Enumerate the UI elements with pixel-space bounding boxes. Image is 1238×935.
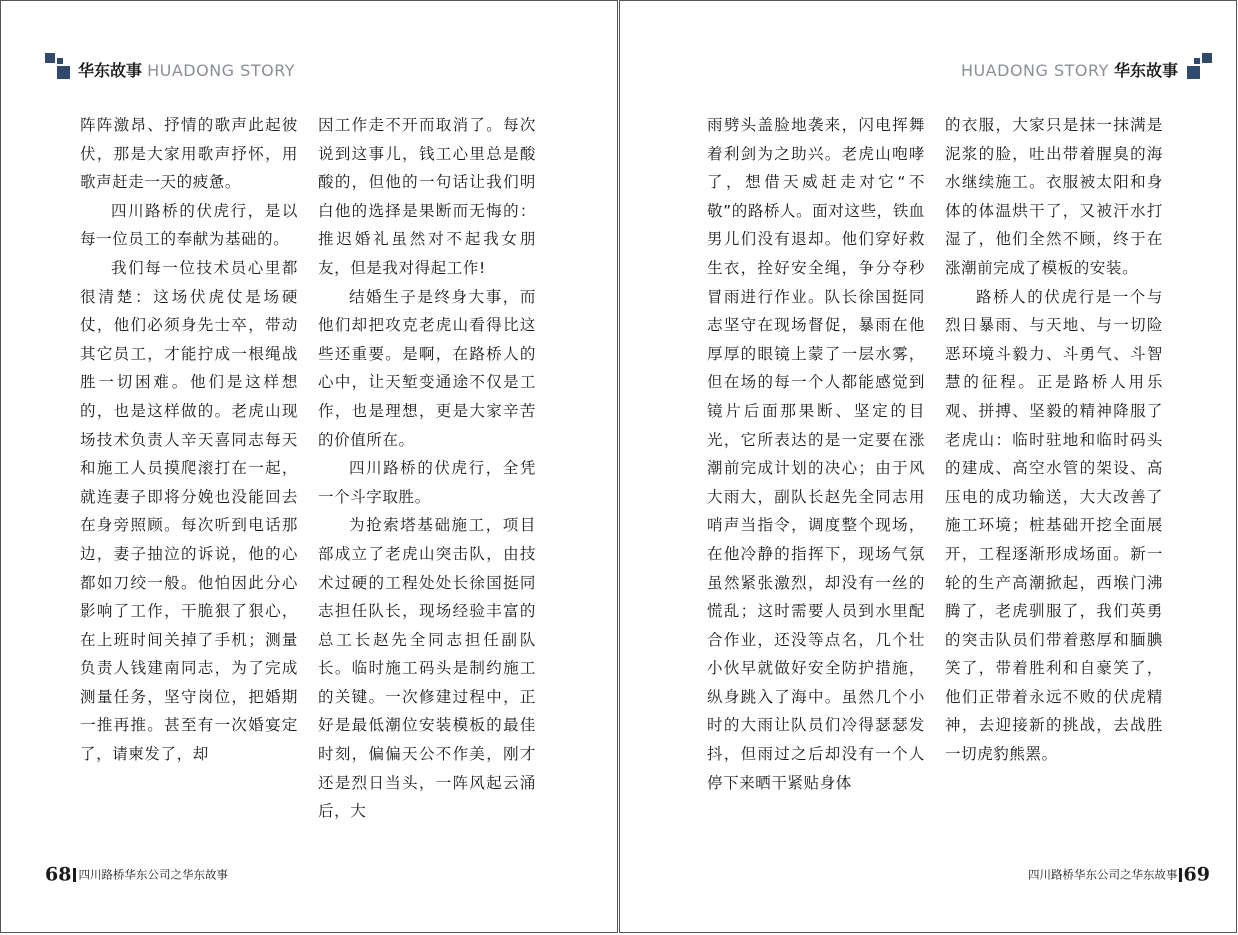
right-page: [619, 0, 1237, 933]
paragraph: 为抢索塔基础施工，项目部成立了老虎山突击队，由技术过硬的工程处处长徐国挺同志担任队长，现场经验丰富的总工长赵先全同志担任副队长。临时施工码头是制约施工的关键。一次修建过程中，正好是最低潮位安装模板的最佳时刻，偏偏天公不作美，刚才还是烈日当头，一阵风起云涌后，大: [318, 516, 536, 821]
left-column-2: [318, 111, 536, 826]
header-title-en: HUADONG STORY: [960, 61, 1109, 80]
left-footer: [45, 863, 228, 886]
paragraph: 四川路桥的伏虎行，全凭一个斗字取胜。: [318, 459, 536, 506]
right-column-1: [707, 111, 925, 797]
header-title-cn: 华东故事: [1113, 61, 1178, 80]
footer-publication: 四川路桥华东公司之华东故事: [78, 867, 228, 882]
brand-mosaic-logo: [1182, 53, 1212, 79]
paragraph: 结婚生子是终身大事，而他们却把攻克老虎山看得比这些还重要。是啊，在路桥人的心中，让天堑变通途不仅是工作，也是理想，更是大家辛苦的价值所在。: [318, 287, 536, 449]
right-footer: [1028, 863, 1210, 886]
paragraph: 因工作走不开而取消了。每次说到这事儿，钱工心里总是酸酸的，但他的一句话让我们明白他的选择是果断而无悔的：推迟婚礼虽然对不起我女朋友，但是我对得起工作!: [318, 116, 536, 277]
paragraph: 路桥人的伏虎行是一个与烈日暴雨、与天地、与一切险恶环境斗毅力、斗勇气、斗智慧的征程。正是路桥人用乐观、拼搏、坚毅的精神降服了老虎山：临时驻地和临时码头的建成、高空水管的架设、高压电的成功输送，大大改善了施工环境；桩基础开挖全面展开，工程逐渐形成场面。新一轮的生产高潮掀起，西堠门沸腾了，老虎驯服了，我们英勇的突击队员们带着憨厚和腼腆笑了，带着胜利和自豪笑了，他们正带着永远不败的伏虎精神，去迎接新的挑战，去战胜一切虎豹熊罴。: [945, 287, 1163, 764]
left-column-1: [80, 111, 298, 769]
paragraph: 的衣服，大家只是抹一抹满是泥浆的脸，吐出带着腥臭的海水继续施工。衣服被太阳和身体的体温烘干了，又被汗水打湿了，他们全然不顾，终于在涨潮前完成了模板的安装。: [945, 116, 1163, 277]
footer-divider: [73, 868, 76, 882]
footer-divider: [1179, 868, 1182, 882]
right-column-2: [945, 111, 1163, 769]
page-number: 69: [1183, 863, 1210, 886]
paragraph: 四川路桥的伏虎行，是以每一位员工的奉献为基础的。: [80, 201, 298, 249]
left-page: [0, 0, 618, 933]
paragraph: 雨劈头盖脸地袭来，闪电挥舞着利剑为之助兴。老虎山咆哮了，想借天威赶走对它“不敬”的路桥人。面对这些，铁血男儿们没有退却。他们穿好救生衣，拴好安全绳，争分夺秒冒雨进行作业。队长徐国挺同志坚守在现场督促，暴雨在他厚厚的眼镜上蒙了一层水雾，但在场的每一个人都能感觉到镜片后面那果断、坚定的目光，它所表达的是一定要在涨潮前完成计划的决心；由于风大雨大，副队长赵先全同志用哨声当指令，调度整个现场，在他冷静的指挥下，现场气氛虽然紧张激烈，却没有一丝的慌乱；这时需要人员到水里配合作业，还没等点名，几个壮小伙早就做好安全防护措施，纵身跳入了海中。虽然几个小时的大雨让队员们冷得瑟瑟发抖，但雨过之后却没有一个人停下来晒干紧贴身体: [707, 116, 925, 792]
footer-publication: 四川路桥华东公司之华东故事: [1028, 867, 1178, 882]
page-header: [78, 61, 295, 81]
paragraph: 我们每一位技术员心里都很清楚：这场伏虎仗是场硬仗，他们必须身先士卒，带动其它员工，才能拧成一根绳战胜一切困难。他们是这样想的，也是这样做的。老虎山现场技术负责人辛天喜同志每天和施工人员摸爬滚打在一起，就连妻子即将分娩也没能回去在身旁照顾。每次听到电话那边，妻子抽泣的诉说，他的心都如刀绞一般。他怕因此分心影响了工作，干脆狠了狠心，在上班时间关掉了手机；测量负责人钱建南同志，为了完成测量任务，坚守岗位，把婚期一推再推。甚至有一次婚宴定了，请柬发了，却: [80, 258, 298, 764]
page-header: [961, 61, 1178, 81]
paragraph: 阵阵激昂、抒情的歌声此起彼伏，那是大家用歌声抒怀，用歌声赶走一天的疲惫。: [80, 116, 298, 192]
brand-mosaic-logo: [45, 53, 75, 79]
header-title-en: HUADONG STORY: [147, 61, 296, 80]
header-title-cn: 华东故事: [78, 61, 143, 80]
page-number: 68: [45, 863, 72, 886]
